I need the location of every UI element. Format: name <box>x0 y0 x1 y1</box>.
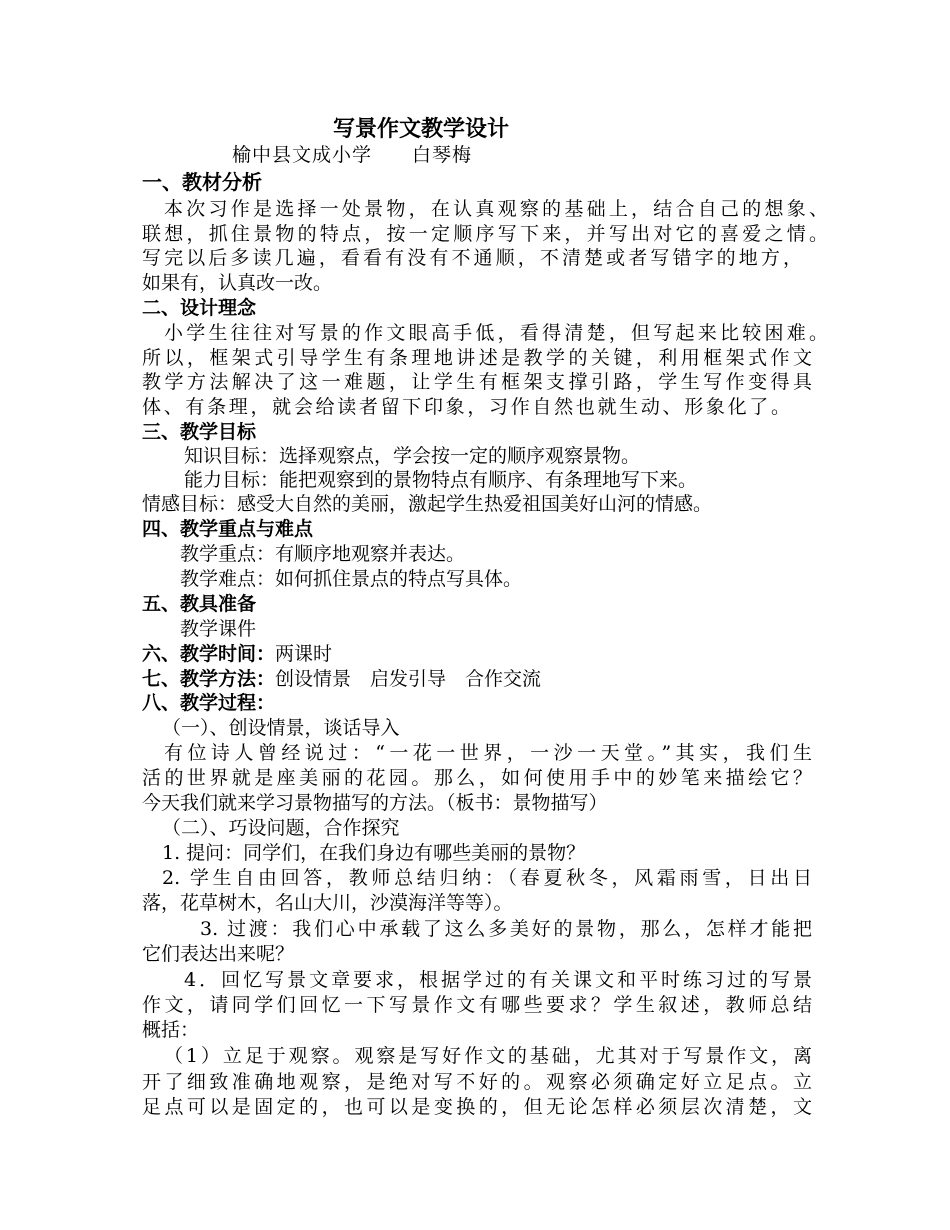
paragraph-line: 体、有条理，就会给读者留下印象，习作自然也就生动、形象化了。 <box>142 396 790 418</box>
teaching-time-row <box>142 642 332 667</box>
paragraph-line: 2. 学生自由回答，教师总结归纳：（春夏秋冬，风霜雨雪，日出日 <box>162 867 812 889</box>
teaching-method-value: 创设情景 启发引导 合作交流 <box>275 668 542 690</box>
section-heading-3: 三、教学目标 <box>142 421 257 443</box>
paragraph-line: 它们表达出来呢？ <box>142 943 295 965</box>
subsection-heading: （二）、巧设问题，合作探究 <box>162 817 400 839</box>
section-heading-6: 六、教学时间： <box>142 643 276 665</box>
paragraph-line: 教学方法解决了这一难题，让学生有框架支撑引路，学生写作变得具 <box>142 371 812 393</box>
goal-knowledge: 知识目标：选择观察点，学会按一定的顺序观察景物。 <box>184 445 641 467</box>
section-heading-1: 一、教材分析 <box>142 170 262 194</box>
section-heading-4: 四、教学重点与难点 <box>142 518 314 540</box>
paragraph-line: 本次习作是选择一处景物，在认真观察的基础上，结合自己的想象、 <box>164 198 828 220</box>
paragraph-line: 如果有，认真改一改。 <box>142 272 333 294</box>
teaching-key-point: 教学重点：有顺序地观察并表达。 <box>180 543 466 565</box>
paragraph-line: 足点可以是固定的，也可以是变换的，但无论怎样必须层次清楚，文 <box>142 1096 812 1118</box>
document-title: 写景作文教学设计 <box>333 117 510 142</box>
section-heading-8: 八、教学过程： <box>142 692 276 714</box>
paragraph-line: 小学生往往对写景的作文眼高手低，看得清楚，但写起来比较困难。 <box>164 322 828 344</box>
teaching-tools: 教学课件 <box>180 618 257 640</box>
paragraph-line: 今天我们就来学习景物描写的方法。（板书：景物描写） <box>142 792 608 814</box>
paragraph-line: 所以，框架式引导学生有条理地讲述是教学的关键，利用框架式作文 <box>142 347 812 369</box>
paragraph-line: 落，花草树木，名山大川，沙漠海洋等等）。 <box>142 892 513 914</box>
paragraph-line: 联想，抓住景物的特点，按一定顺序写下来，并写出对它的喜爱之情。 <box>142 223 828 245</box>
paragraph-line: 作文，请同学们回忆一下写景作文有哪些要求？学生叙述，教师总结 <box>142 994 812 1016</box>
paragraph-line: 活的世界就是座美丽的花园。那么，如何使用手中的妙笔来描绘它？ <box>142 767 812 789</box>
paragraph-line: 有位诗人曾经说过：“一花一世界，一沙一天堂。”其实，我们生 <box>164 742 812 764</box>
paragraph-line: 4．回忆写景文章要求，根据学过的有关课文和平时练习过的写景 <box>184 969 812 991</box>
goal-ability: 能力目标：能把观察到的景物特点有顺序、有条理地写下来。 <box>184 469 698 491</box>
goal-emotion: 情感目标：感受大自然的美丽，激起学生热爱祖国美好山河的情感。 <box>142 493 713 515</box>
paragraph-line: 1. 提问：同学们，在我们身边有哪些美丽的景物？ <box>162 842 586 864</box>
paragraph-line: 开了细致准确地观察，是绝对写不好的。观察必须确定好立足点。立 <box>142 1071 812 1093</box>
teaching-time-value: 两课时 <box>275 643 333 665</box>
teaching-difficulty: 教学难点：如何抓住景点的特点写具体。 <box>180 568 523 590</box>
subsection-heading: （一）、创设情景，谈话导入 <box>162 717 400 739</box>
section-heading-5: 五、教具准备 <box>142 593 257 615</box>
teaching-method-row <box>142 667 541 692</box>
paragraph-line: 3. 过渡：我们心中承载了这么多美好的景物，那么，怎样才能把 <box>200 918 812 940</box>
paragraph-line: 写完以后多读几遍，看看有没有不通顺，不清楚或者写错字的地方， <box>142 247 802 269</box>
paragraph-line: （1）立足于观察。观察是写好作文的基础，尤其对于写景作文，离 <box>164 1045 812 1067</box>
section-heading-7: 七、教学方法： <box>142 668 276 690</box>
author-line: 榆中县文成小学 白琴梅 <box>232 144 473 166</box>
paragraph-line: 概括： <box>142 1019 200 1041</box>
section-heading-2: 二、设计理念 <box>142 297 257 319</box>
